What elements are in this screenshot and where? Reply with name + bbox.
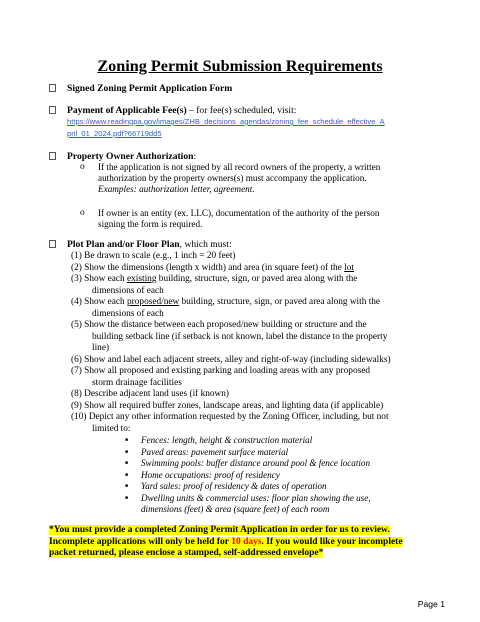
square-bullet-icon: ■ xyxy=(125,484,129,489)
list-item-cont: dimensions of each xyxy=(92,285,164,296)
list-item: (7) Show all proposed and existing parking and loading areas with any proposed xyxy=(71,366,370,376)
list-item: (1) Be drawn to scale (e.g., 1 inch = 20 feet) xyxy=(71,251,236,261)
document-page: Zoning Permit Submission Requirements Signed Zoning Permit Application Form Payment of Applicable Fee(s) – for fee(s) scheduled, visit: https://www.readingpa.gov/images/ZHB_decisions_agendas/zoning_fee_schedule_effective_A pril_01_2024.pdf?66719dd5 Property Owner Authorization: o If the application is not signed by all record owners of the property, a written authorization by the property owners(s) must accompany the application. Examples: authorization letter, agreement. o If owner is an entity (ex. LLC), documentation of the authority of the person signing the form is required. Plot Plan and/or Floor Plan, which must: (1) Be drawn to scale (e.g., 1 inch = 20 feet) (2) Show the dimensions (length x width) and area (in square feet) of the lot (3) Show each existing building, structure, sign, or paved area along with the dimensions of each (4) Show each proposed/new building, structure, sign, or paved area along with the dimensions of each (5) Show the distance between each proposed/new building or structure and the building setback line (if setback is not known, label the distance to the property line) (6) Show and label each adjacent streets, alley and right-of-way (including sidewalks) (7) Show all proposed and existing parking and loading areas with any proposed storm drainage facilities (8) Describe adjacent land uses (if known) (9) Show all required buffer zones, landscape areas, and lighting data (if applicable) (10) Depict any other information requested by the Zoning Officer, including, but not limited to: ■ Fences: length, height & construction material ■ Paved areas: pavement surface material ■ Swimming pools: buffer distance around pool & fence location ■ Home occupations: proof of residency ■ Yard sales: proof of residency & dates of operation ■ Dwelling units & commercial uses: floor plan showing the use, dimensions (feet) & area (square feet) of each room *You must provide a completed Zoning Permit Application in order for us to review. Incomplete applications will only be held for 10 days. If you would like your incomplete packet returned, please enclose a stamped, self-addressed envelope* Page 1 xyxy=(0,0,480,622)
page-title: Zoning Permit Submission Requirements xyxy=(97,57,383,75)
list-item: Fences: length, height & construction material xyxy=(141,435,313,445)
incomplete-application-notice: *You must provide a completed Zoning Permit Application in order for us to review. Incomplete applications will only be held for 10 days. If you would like your incomplete packet returned, please enclose a stamped, self-addressed envelope* xyxy=(49,525,403,558)
list-item: (6) Show and label each adjacent streets, alley and right-of-way (including sidewalks) xyxy=(71,354,391,365)
list-item: (5) Show the distance between each proposed/new building or structure and the xyxy=(71,320,367,330)
list-item-cont: line) xyxy=(92,343,110,353)
list-item: (10) Depict any other information requested by the Zoning Officer, including, but not xyxy=(71,412,389,422)
checkbox-icon[interactable] xyxy=(49,84,56,92)
square-bullet-icon: ■ xyxy=(125,472,129,478)
list-item: Paved areas: pavement surface material xyxy=(141,446,289,457)
list-item-cont: limited to: xyxy=(92,423,131,434)
checkbox-icon[interactable] xyxy=(49,106,56,114)
sub-bullet-o: o xyxy=(80,162,85,172)
checkbox-icon[interactable] xyxy=(49,152,56,160)
list-item: Swimming pools: buffer distance around pool & fence location xyxy=(141,458,371,468)
list-item: Yard sales: proof of residency & dates of operation xyxy=(141,481,327,491)
square-bullet-icon: ■ xyxy=(125,495,129,501)
list-item: (8) Describe adjacent land uses (if known) xyxy=(71,389,229,399)
list-item: (3) Show each existing building, structure, sign, or paved area along with the xyxy=(71,274,358,284)
checkbox-icon[interactable] xyxy=(49,240,56,248)
list-item: Home occupations: proof of residency xyxy=(141,469,280,480)
list-item: (9) Show all required buffer zones, landscape areas, and lighting data (if applicable) xyxy=(71,400,384,411)
list-item-cont: storm drainage facilities xyxy=(92,377,182,388)
page-number: Page 1 xyxy=(417,599,445,609)
square-bullet-icon: ■ xyxy=(125,438,129,443)
square-bullet-icon: ■ xyxy=(125,461,129,466)
sub-bullet-o: o xyxy=(80,208,85,218)
list-item: Dwelling units & commercial uses: floor plan showing the use, xyxy=(141,492,371,503)
list-item: (4) Show each proposed/new building, structure, sign, or paved area along with the xyxy=(71,297,381,307)
list-item-cont: building setback line (if setback is not known, label the distance to the property xyxy=(92,331,388,342)
list-item: (2) Show the dimensions (length x width) and area (in square feet) of the lot xyxy=(71,262,354,273)
owner-sub2: If owner is an entity (ex. LLC), documentation of the authority of the person signing the form is required. xyxy=(98,208,380,230)
list-item-cont: dimensions of each xyxy=(92,308,164,319)
fee-schedule-link-cont[interactable]: pril_01_2024.pdf?66719dd5 xyxy=(67,129,162,138)
square-bullet-icon: ■ xyxy=(125,449,129,455)
owner-sub1: If the application is not signed by all record owners of the property, a written authorization by the property owners(s) must accompany the application. Examples: authorization letter, agreement. xyxy=(98,162,381,195)
list-item-cont: dimensions (feet) & area (square feet) of each room xyxy=(141,504,330,514)
fee-schedule-link[interactable]: https://www.readingpa.gov/images/ZHB_decisions_agendas/zoning_fee_schedule_effective_A xyxy=(67,117,385,126)
